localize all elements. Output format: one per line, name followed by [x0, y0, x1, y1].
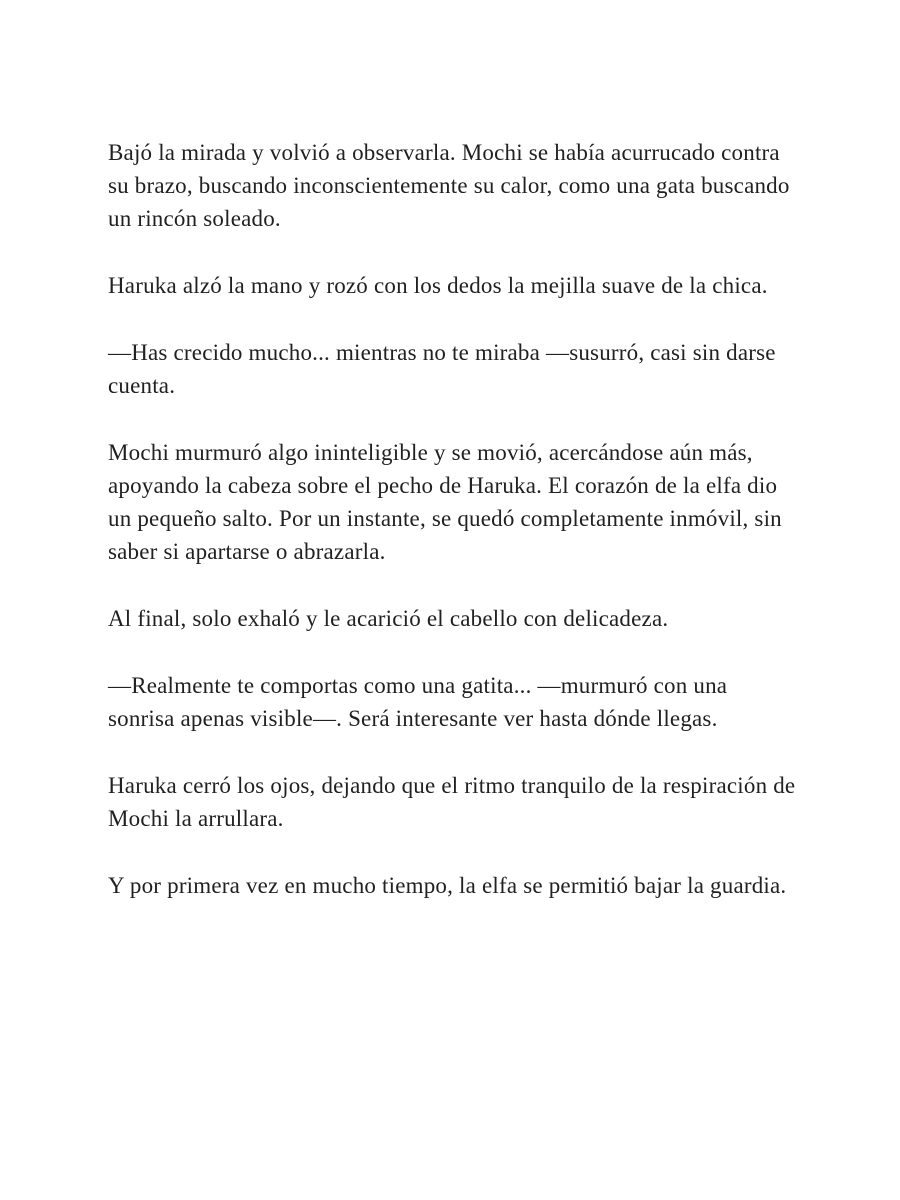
paragraph-4: Mochi murmuró algo ininteligible y se movió, acercándose aún más, apoyando la cabeza sobre el pecho de Haruka. El corazón de la elfa dio un pequeño salto. Por un instante, se quedó completamente inmóvil, sin saber si apartarse o abrazarla. [108, 440, 782, 564]
paragraph-2: Haruka alzó la mano y rozó con los dedos la mejilla suave de la chica. [108, 273, 768, 298]
paragraph-8: Y por primera vez en mucho tiempo, la elfa se permitió bajar la guardia. [108, 873, 787, 898]
paragraph-6: —Realmente te comportas como una gatita... —murmuró con una sonrisa apenas visible—. Será interesante ver hasta dónde llegas. [108, 673, 728, 731]
paragraph-1: Bajó la mirada y volvió a observarla. Mochi se había acurrucado contra su brazo, buscando inconscientemente su calor, como una gata buscando un rincón soleado. [108, 140, 790, 231]
paragraph-7: Haruka cerró los ojos, dejando que el ritmo tranquilo de la respiración de Mochi la arrullara. [108, 773, 796, 831]
paragraph-3: —Has crecido mucho... mientras no te miraba —susurró, casi sin darse cuenta. [108, 340, 776, 398]
story-text-body [108, 136, 798, 902]
paragraph-5: Al final, solo exhaló y le acarició el cabello con delicadeza. [108, 606, 669, 631]
